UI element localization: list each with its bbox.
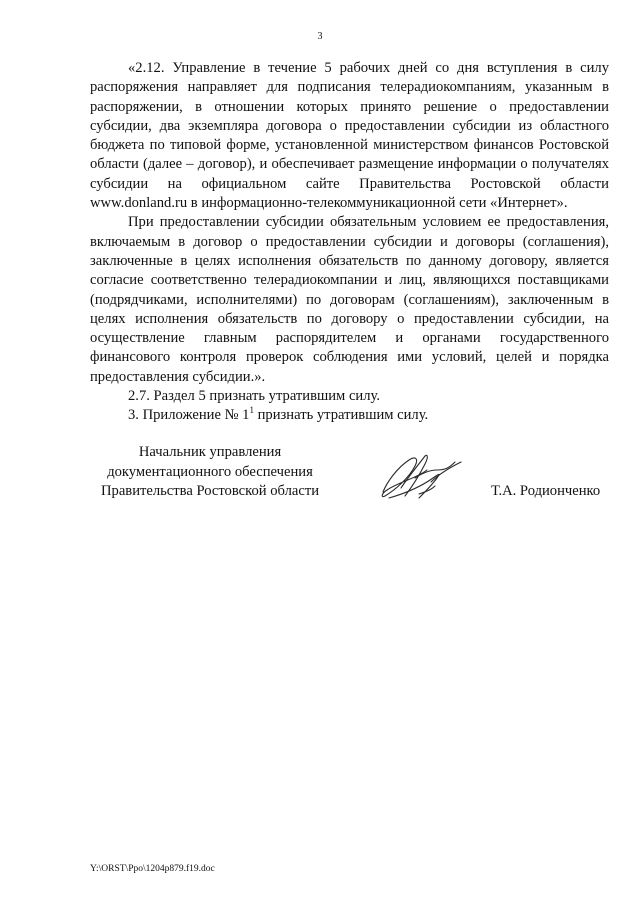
- signatory-title-line-3: Правительства Ростовской области: [100, 483, 320, 499]
- handwritten-signature: [375, 448, 465, 506]
- paragraph-2-12: «2.12. Управление в течение 5 рабочих дней со дня вступления в силу распоряжения направляет для подписания телерадиокомпаниям, указанным в распоряжении, в отношении которых принято решение о предоставлении субсидии, два экземпляра договора о предоставлении субсидии из областного бюджета по типовой форме, установленной министерством финансов Ростовской области (далее – договор), и обеспечивает размещение информации о получателях субсидии на официальном сайте Правительства Ростовской области www.donland.ru в информационно-телекоммуникационной сети «Интернет».: [90, 60, 609, 212]
- document-body: [90, 59, 609, 426]
- page-number: 3: [317, 31, 323, 42]
- signatory-title: [90, 443, 330, 502]
- item3-text-after: признать утратившим силу.: [253, 407, 429, 424]
- footer-file-path: Y:\ORST\Ppo\1204p879.f19.doc: [90, 864, 215, 874]
- signatory-name: Т.А. Родионченко: [491, 483, 601, 499]
- item3-superscript: 1: [249, 405, 254, 416]
- paragraph-item-3: [90, 406, 609, 425]
- signatory-title-line-2: документационного обеспечения: [107, 463, 313, 480]
- paragraph-2-7: 2.7. Раздел 5 признать утратившим силу.: [128, 388, 380, 405]
- paragraph-subsidy-condition: При предоставлении субсидии обязательным условием ее предоставления, включаемым в договор о предоставлении субсидии и договоры (соглашения), заключенные в целях исполнения обязательств по данному договору, является согласие соответственно телерадиокомпании и лиц, являющихся поставщиками (подрядчиками, исполнителями) по договорам (соглашениям), заключенным в целях исполнения обязательств по договору о предоставлении субсидии, на осуществление главным распорядителем и органами государственного финансового контроля проверок соблюдения ими условий, целей и порядка предоставления субсидии.».: [90, 214, 609, 385]
- signatory-title-line-1: Начальник управления: [138, 444, 282, 460]
- item3-text-before: 3. Приложение № 1: [128, 407, 250, 424]
